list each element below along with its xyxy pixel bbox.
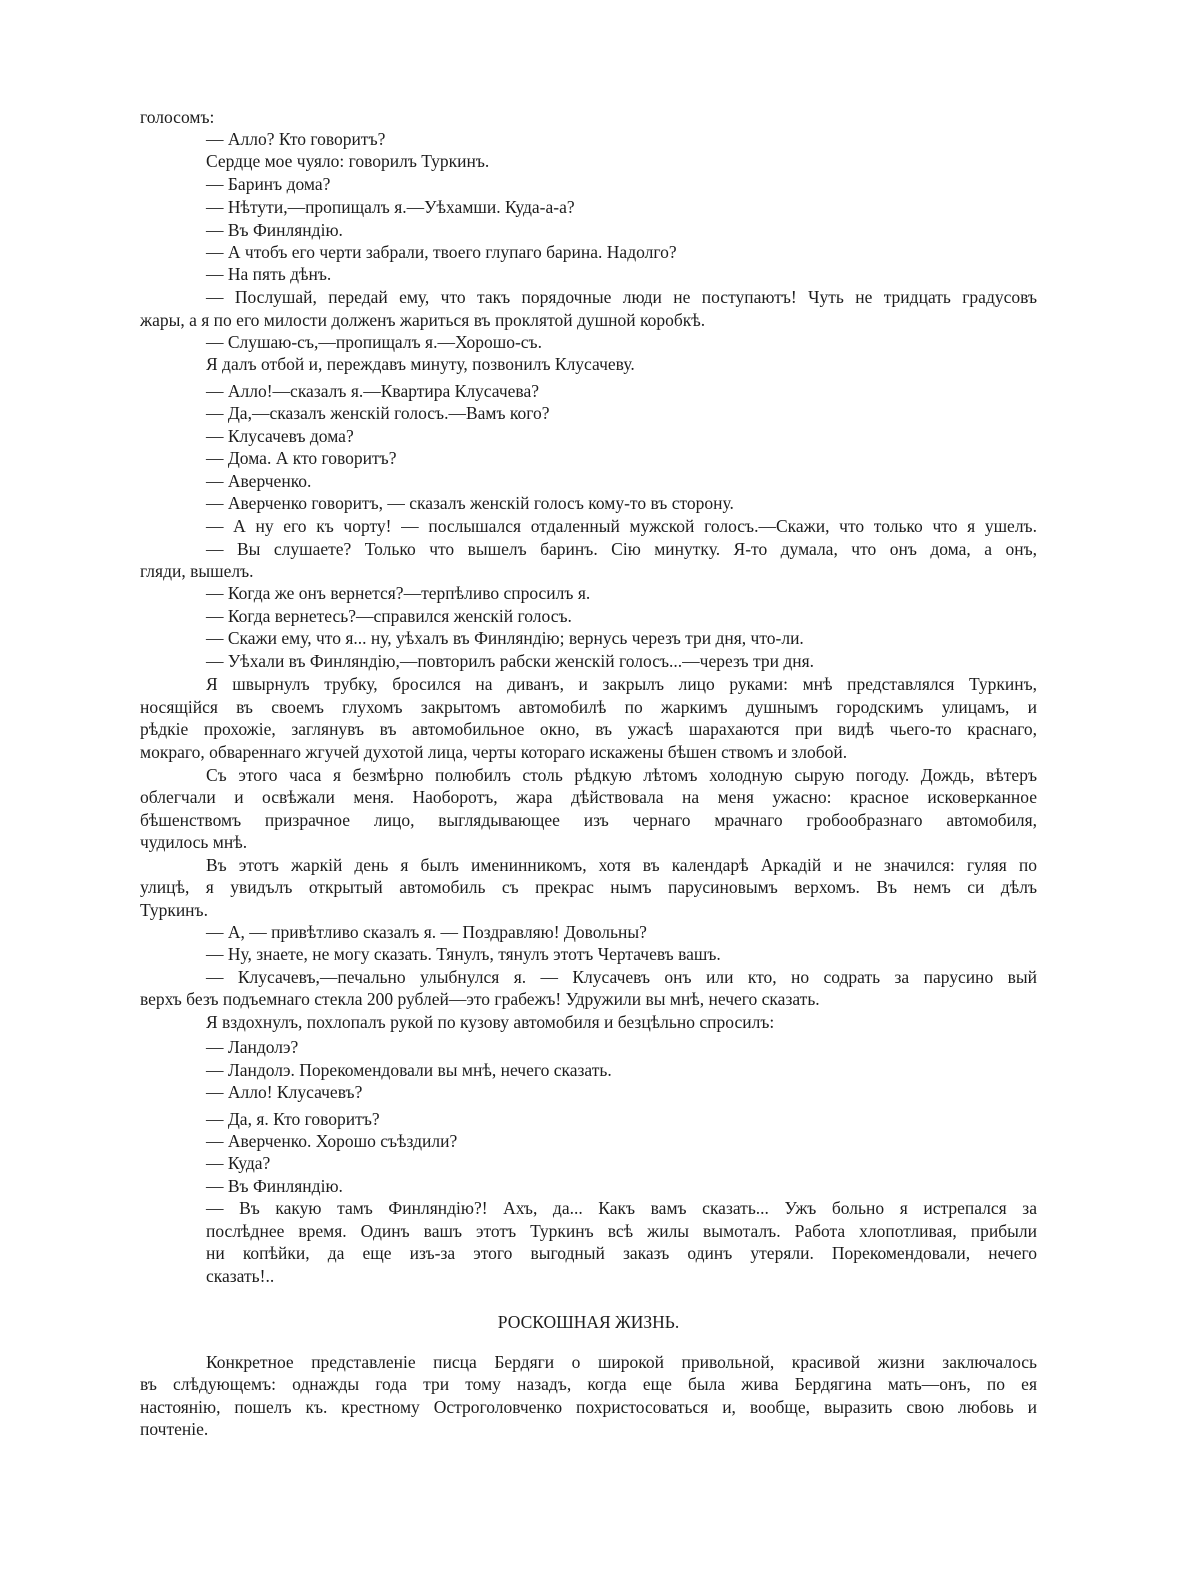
text-line: — Когда же онъ вернется?—терпѣливо спросилъ я. [206, 583, 591, 603]
text-line: — Послушай, передай ему, что такъ порядочные люди не поступаютъ! Чуть не тридцать градусовъ [206, 287, 1037, 307]
text-line: жары, а я по его милости долженъ жариться въ проклятой душной коробкѣ. [140, 310, 706, 330]
text-line: носящійся въ своемъ глухомъ закрытомъ автомобилѣ по жаркимъ душнымъ городскимъ улицамъ, и [140, 697, 1037, 717]
text-line: — Ландолэ. Порекомендовали вы мнѣ, нечего сказать. [206, 1060, 612, 1080]
text-line: Я вздохнулъ, похлопалъ рукой по кузову автомобиля и безцѣльно спросилъ: [206, 1012, 775, 1032]
text-line: гляди, вышелъ. [140, 561, 254, 581]
text-line: — Слушаю-съ,—пропищалъ я.—Хорошо-съ. [206, 332, 542, 352]
text-line: — Аверченко говоритъ, — сказалъ женскій голосъ кому-то въ сторону. [206, 493, 734, 513]
text-line: Въ этотъ жаркій день я былъ именинникомъ, хотя въ календарѣ Аркадій и не значился: гуляя по [206, 855, 1037, 875]
text-line: послѣднее время. Одинъ вашъ этотъ Туркинъ всѣ жилы вымоталъ. Работа хлопотливая, прибыли [206, 1221, 1037, 1241]
text-line: — На пять дѣнъ. [206, 264, 332, 284]
text-line: — Алло! Клусачевъ? [206, 1082, 363, 1102]
text-line: — А ну его къ чорту! — послышался отдаленный мужской голосъ.—Скажи, что только что я ушелъ. [206, 516, 1037, 536]
text-line: — Нѣтути,—пропищалъ я.—Уѣхамши. Куда-а-а? [206, 197, 575, 217]
text-line: бѣшенствомъ призрачное лицо, выглядывающее изъ чернаго мрачнаго гробообразнаго автомобиля, [140, 810, 1037, 830]
text-line: — Баринъ дома? [206, 174, 331, 194]
text-line: — Да,—сказалъ женскій голосъ.—Вамъ кого? [206, 403, 550, 423]
text-line: Сердце мое чуяло: говорилъ Туркинъ. [206, 151, 490, 171]
text-line: — Клусачевъ дома? [206, 426, 354, 446]
text-line: рѣдкіе прохожіе, заглянувъ въ автомобильное окно, въ ужасѣ шарахаются при видѣ чьего-то краснаго, [140, 719, 1037, 739]
text-line: Я далъ отбой и, переждавъ минуту, позвонилъ Клусачеву. [206, 354, 635, 374]
text-line: въ слѣдующемъ: однажды года три тому назадъ, когда еще была жива Бердягина мать—онъ, по ея [140, 1374, 1037, 1394]
text-line: — Въ Финляндію. [206, 220, 343, 240]
text-line: — Вы слушаете? Только что вышелъ баринъ. Сію минутку. Я-то думала, что онъ дома, а онъ, [206, 539, 1037, 559]
text-line: — Куда? [206, 1153, 271, 1173]
text-line: улицѣ, я увидълъ открытый автомобиль съ прекрас нымъ парусиновымъ верхомъ. Въ немъ си дѣлъ [140, 877, 1037, 897]
text-line: сказать!.. [206, 1266, 275, 1286]
text-line: чудилось мнѣ. [140, 832, 248, 852]
text-line: — Скажи ему, что я... ну, уѣхалъ въ Финляндію; вернусь черезъ три дня, что-ли. [206, 628, 804, 648]
text-line: — Аверченко. [206, 471, 312, 491]
text-line: Туркинъ. [140, 900, 208, 920]
text-line: мокраго, обвареннаго жгучей духотой лица, черты котораго искажены бѣшен ствомъ и злобой. [140, 742, 848, 762]
text-line: почтеніе. [140, 1419, 209, 1439]
text-line: облегчали и освѣжали меня. Наоборотъ, жара дѣйствовала на меня ужасно: красное исковерканное [140, 787, 1037, 807]
text-line: — Алло!—сказалъ я.—Квартира Клусачева? [206, 381, 539, 401]
text-line: — А чтобъ его черти забрали, твоего глупаго барина. Надолго? [206, 242, 677, 262]
text-line: Съ этого часа я безмѣрно полюбилъ столь рѣдкую лѣтомъ холодную сырую погоду. Дождь, вѣтеръ [206, 765, 1037, 785]
text-line: — Когда вернетесь?—справился женскій голосъ. [206, 606, 572, 626]
section-heading: РОСКОШНАЯ ЖИЗНЬ. [497, 1312, 680, 1332]
text-line: Я швырнулъ трубку, бросился на диванъ, и закрылъ лицо руками: мнѣ представлялся Туркинъ, [206, 674, 1037, 694]
text-line: настоянію, пошелъ къ. крестному Остроголовченко похристосоваться и, вообще, выразить свою любовь и [140, 1397, 1037, 1417]
text-line: — Да, я. Кто говоритъ? [206, 1109, 380, 1129]
text-line: Конкретное представленіе писца Бердяги о широкой привольной, красивой жизни заключалось [206, 1352, 1037, 1372]
text-line: голосомъ: [140, 107, 215, 127]
text-line: ни копѣйки, да еще изъ-за этого выгодный заказъ одинъ утеряли. Порекомендовали, нечего [206, 1243, 1037, 1263]
text-line: — А, — привѣтливо сказалъ я. — Поздравляю! Довольны? [206, 922, 647, 942]
text-line: — Въ какую тамъ Финляндію?! Ахъ, да... Какъ вамъ сказать... Ужъ больно я истрепался за [206, 1198, 1037, 1218]
text-line: верхъ безъ подъемнаго стекла 200 рублей—это грабежъ! Удружили вы мнѣ, нечего сказать. [140, 989, 820, 1009]
text-line: — Уѣхали въ Финляндію,—повторилъ рабски женскій голосъ...—черезъ три дня. [206, 651, 815, 671]
text-line: — Въ Финляндію. [206, 1176, 343, 1196]
text-line: — Алло? Кто говоритъ? [206, 129, 386, 149]
text-line: — Ландолэ? [206, 1037, 299, 1057]
text-line: — Аверченко. Хорошо съѣздили? [206, 1131, 458, 1151]
text-line: — Клусачевъ,—печально улыбнулся я. — Клусачевъ онъ или кто, но содрать за парусино вый [206, 967, 1037, 987]
text-line: — Дома. А кто говоритъ? [206, 448, 397, 468]
text-line: — Ну, знаете, не могу сказать. Тянулъ, тянулъ этотъ Чертачевъ вашъ. [206, 944, 721, 964]
